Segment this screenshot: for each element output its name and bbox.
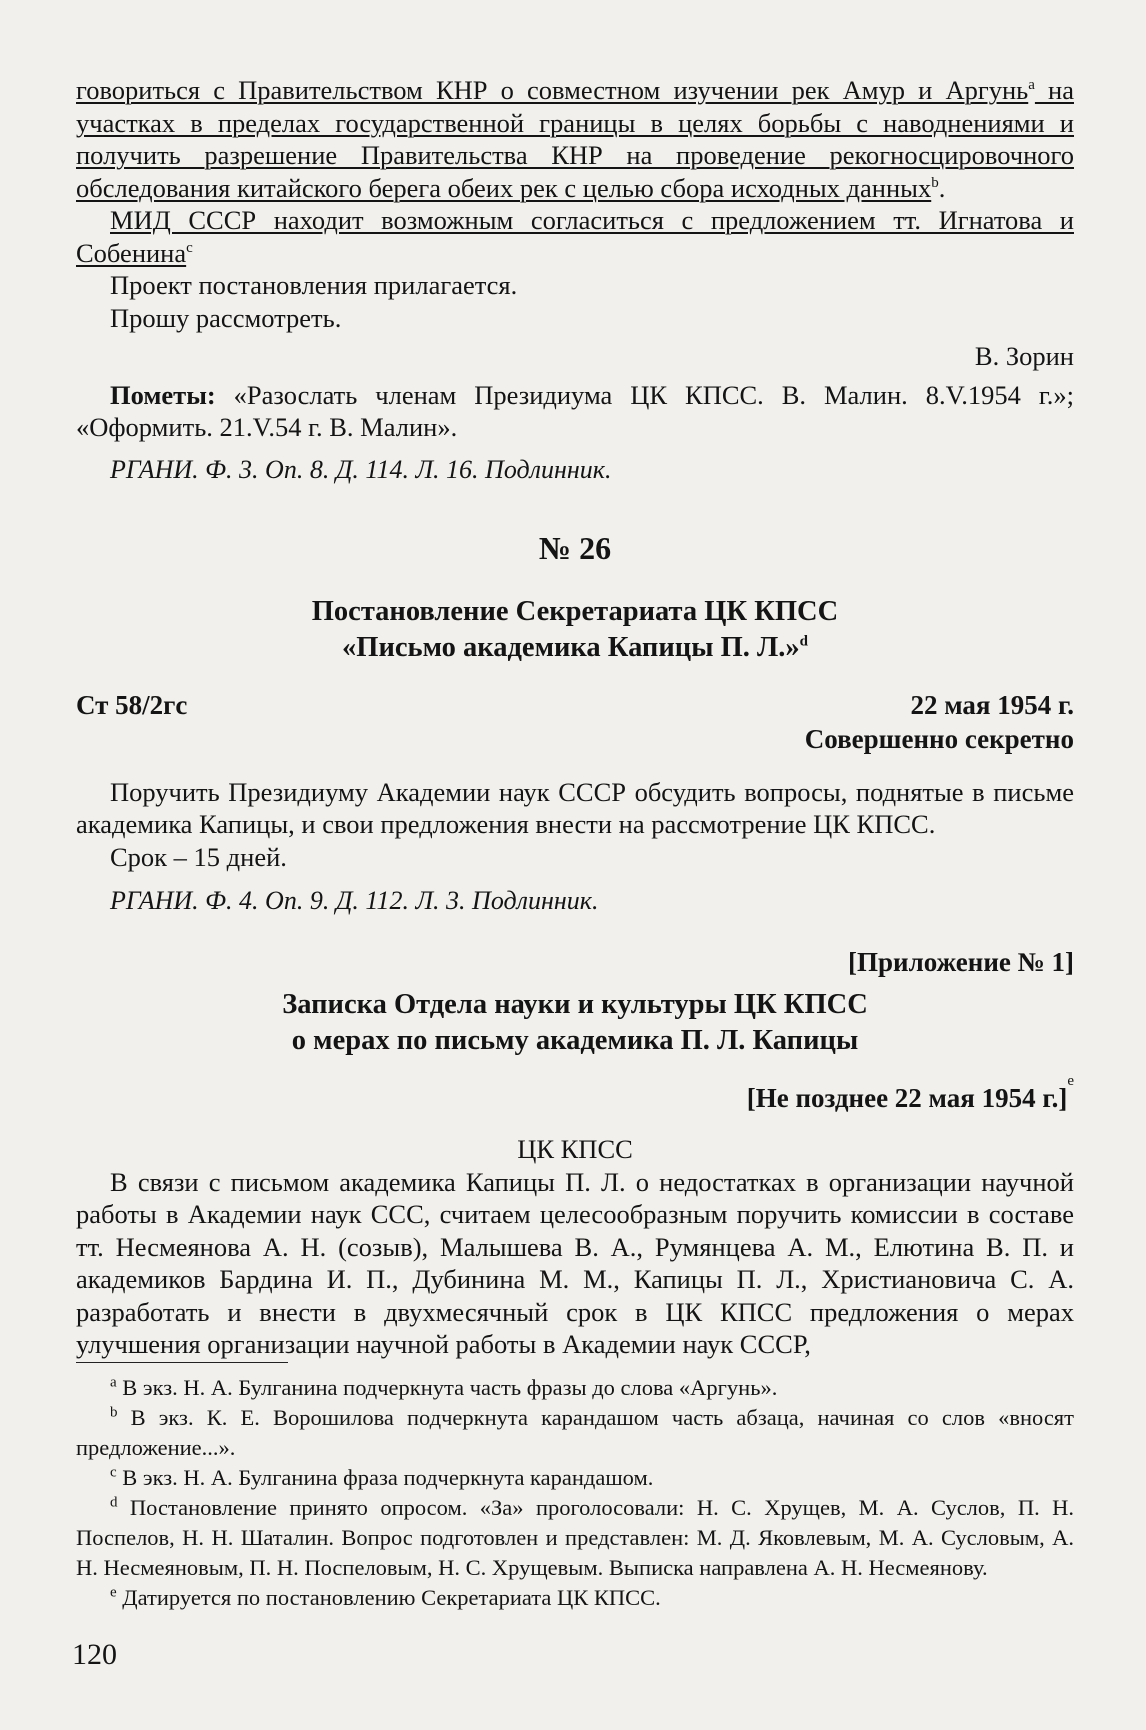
document-ref: Ст 58/2гс	[76, 689, 188, 720]
document-number: № 26	[538, 529, 612, 566]
footnote-e	[76, 1583, 1074, 1613]
appendix-body: В связи с письмом академика Капицы П. Л. о недостатках в организации научной работы в Академии наук ССС, считаем целесообразным поручить комиссии в составе тт. Несмеянова А. Н. (созыв), Малышева В. А., Румянцева А. М., Елютина В. П. и академиков Бардина И. П., Дубинина М. М., Капицы П. Л., Христиановича С. А. разработать и внести в двухмесячный срок в ЦК КПСС предложения о мерах улучшения организации научной работы в Академии наук СССР,	[76, 1166, 1074, 1359]
page-number: 120	[72, 1638, 117, 1671]
footnote-c	[76, 1463, 1074, 1493]
footnote-mark: c	[110, 1464, 117, 1481]
document-title-line-1: Постановление Секретариата ЦК КПСС	[311, 595, 839, 627]
underlined-phrase-1: говориться с Правительством КНР о совместном изучении рек Амур и Аргунь	[76, 75, 1029, 105]
paragraph-notes	[76, 379, 1074, 444]
footnote-a	[76, 1373, 1074, 1403]
appendix-label: [Приложение № 1]	[848, 947, 1074, 977]
addressee: ЦК КПСС	[517, 1134, 633, 1164]
appendix-title-line-2: о мерах по письму академика П. Л. Капицы	[291, 1025, 859, 1056]
appendix-date-text: [Не позднее 22 мая 1954 г.]	[746, 1083, 1068, 1113]
resolution-text: Поручить Президиуму Академии наук СССР обсудить вопросы, поднятые в письме академика Капицы, и свои предложения внести на рассмотрение ЦК КПСС.	[76, 776, 1074, 839]
footnote-ref-c: c	[186, 239, 193, 256]
footnote-text: В экз. Н. А. Булганина фраза подчеркнута карандашом.	[116, 1465, 654, 1490]
paragraph-draft: Проект постановления прилагается.	[110, 270, 518, 300]
appendix-date	[76, 1073, 1074, 1115]
paragraph-please-review: Прошу рассмотреть.	[110, 302, 342, 333]
archive-reference-2: РГАНИ. Ф. 4. Оп. 9. Д. 112. Л. 3. Подлинник.	[110, 886, 599, 915]
footnote-text: Постановление принято опросом. «За» проголосовали: Н. С. Хрущев, М. А. Суслов, П. Н. Поспелов, Н. Н. Шаталин. Вопрос подготовлен и представлен: М. Д. Яковлевым, М. А. Сусловым, А. Н. Несмеяновым, П. Н. Поспеловым, Н. С. Хрущевым. Выписка направлена А. Н. Несмеянову.	[76, 1495, 1074, 1580]
document-date: 22 мая 1954 г.	[910, 689, 1074, 720]
footnote-mark: b	[110, 1404, 118, 1421]
footnote-ref-b: b	[931, 174, 939, 191]
paragraph-mfa	[76, 204, 1074, 269]
archive-reference-1: РГАНИ. Ф. 3. Оп. 8. Д. 114. Л. 16. Подлинник.	[110, 454, 612, 484]
footnote-b	[76, 1403, 1074, 1463]
underlined-phrase-2: на участках в пределах государственной границы в целях борьбы с наводнениями и получить разрешение Правительства КНР на проведение рекогносцировочного обследования китайского берега обеих рек с целью сбора исходных данных	[76, 75, 1074, 203]
paragraph-request	[76, 74, 1074, 204]
footnote-divider	[76, 1362, 288, 1363]
main-text	[76, 74, 1074, 1361]
paragraph-end: .	[938, 172, 946, 203]
notes-text: «Разослать членам Президиума ЦК КПСС. В. Малин. 8.V.1954 г.»; «Оформить. 21.V.54 г. В. Малин».	[76, 379, 1074, 442]
document-meta-row	[76, 688, 1074, 722]
classification: Совершенно секретно	[804, 723, 1074, 754]
footnote-ref-a: a	[1028, 77, 1035, 94]
footnote-text: В экз. Н. А. Булганина подчеркнута часть фразы до слова «Аргунь».	[116, 1375, 778, 1400]
footnote-mark: a	[110, 1374, 117, 1391]
appendix-title-line-1: Записка Отдела науки и культуры ЦК КПСС	[282, 989, 868, 1020]
footnote-text: Датируется по постановлению Секретариата ЦК КПСС.	[116, 1585, 661, 1610]
document-title-line-2	[76, 630, 1074, 666]
footnote-ref-e: e	[1067, 1073, 1074, 1089]
underlined-phrase-3: МИД СССР находит возможным согласиться с предложением тт. Игнатова и Собенина	[76, 205, 1074, 268]
footnote-ref-d: d	[799, 633, 808, 649]
footnote-mark: e	[110, 1584, 117, 1601]
signature: В. Зорин	[974, 341, 1074, 371]
document-title-text: «Письмо академика Капицы П. Л.»	[342, 631, 800, 663]
footnote-mark: d	[110, 1494, 118, 1511]
deadline: Срок – 15 дней.	[110, 841, 287, 872]
notes-label: Пометы:	[110, 379, 216, 410]
footnotes	[76, 1362, 1074, 1613]
footnote-d	[76, 1493, 1074, 1583]
footnote-text: В экз. К. Е. Ворошилова подчеркнута карандашом часть абзаца, начиная со слов «вносят предложение...».	[76, 1405, 1074, 1460]
